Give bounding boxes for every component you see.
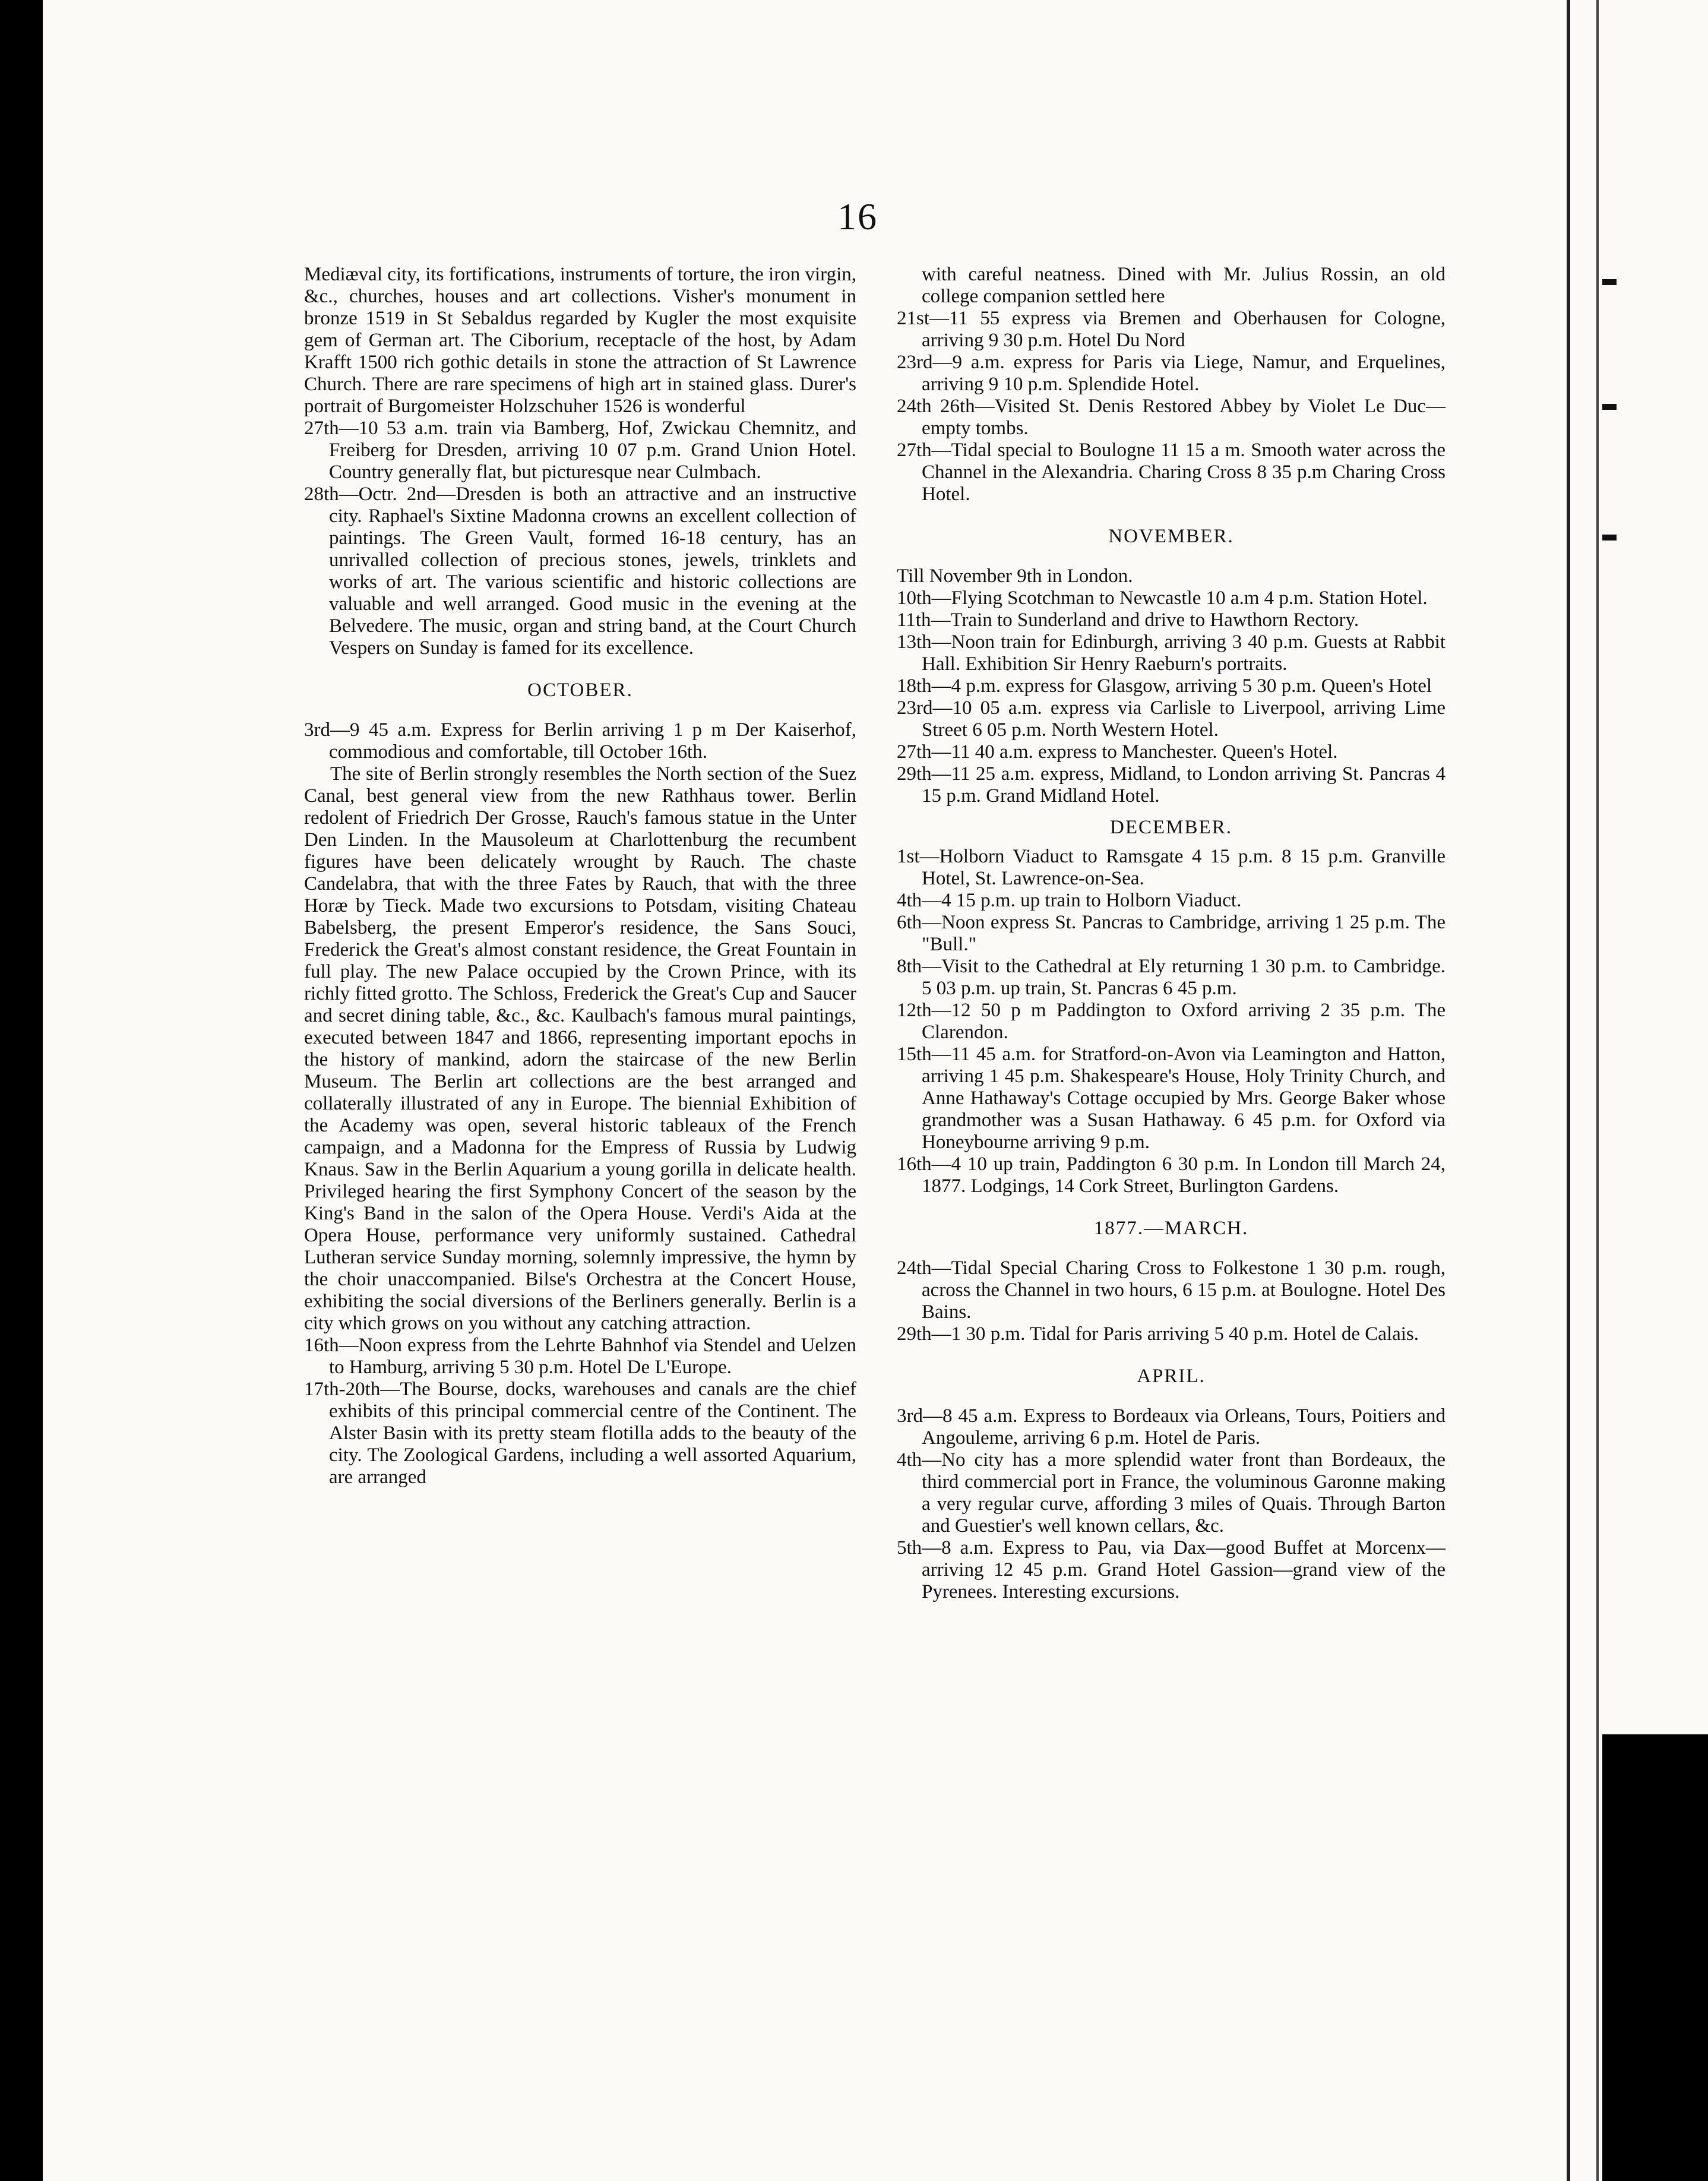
- diary-entry: 17th-20th—The Bourse, docks, warehouses and canals are the chief exhibits of this principal commercial centre of the Continent. The Alster Basin with its pretty steam flotilla adds to the beauty of the city. The Zoological Gardens, including a well assorted Aquarium, are arranged: [304, 1379, 856, 1488]
- edge-mark: [1602, 404, 1617, 410]
- document-page: [43, 0, 1561, 2181]
- diary-entry: 18th—4 p.m. express for Glasgow, arriving 5 30 p.m. Queen's Hotel: [897, 675, 1432, 697]
- berlin-paragraph: The site of Berlin strongly resembles the North section of the Suez Canal, best general view from the new Rathhaus tower. Berlin redolent of Friedrich Der Grosse, Rauch's famous statue in the Unter Den Linden. In the Mausoleum at Charlottenburg the recumbent figures have been delicately wrought by Rauch. The chaste Candelabra, that with the three Fates by Rauch, that with the three Horæ by Tieck. Made two excursions to Potsdam, visiting Chateau Babelsberg, the present Emperor's residence, the Sans Souci, Frederick the Great's almost constant residence, the Great Fountain in full play. The new Palace occupied by the Crown Prince, with its richly fitted grotto. The Schloss, Frederick the Great's Cup and Saucer and secret dining table, &c., &c. Kaulbach's famous mural paintings, executed between 1847 and 1866, representing important epochs in the history of mankind, adorn the staircase of the new Berlin Museum. The Berlin art collections are the best arranged and collaterally illustrated of any in Europe. The biennial Exhibition of the Academy was open, several historic tableaux of the French campaign, and a Madonna for the Empress of Russia by Ludwig Knaus. Saw in the Berlin Aquarium a young gorilla in delicate health. Privileged hearing the first Symphony Concert of the season by the King's Band in the salon of the Opera House. Verdi's Aida at the Opera House, performance very uniformly sustained. Cathedral Lutheran service Sunday morning, solemnly impressive, the hymn by the choir unaccompanied. Bilse's Orchestra at the Concert House, exhibiting the social diversions of the Berliners generally. Berlin is a city which grows on you without any catching attraction.: [304, 763, 856, 1334]
- diary-entry: 23rd—9 a.m. express for Paris via Liege, Namur, and Erquelines, arriving 9 10 p.m. Splendide Hotel.: [897, 352, 1446, 395]
- diary-entry: 11th—Train to Sunderland and drive to Hawthorn Rectory.: [897, 609, 1359, 631]
- diary-entry: 8th—Visit to the Cathedral at Ely returning 1 30 p.m. to Cambridge. 5 03 p.m. up train, St. Pancras 6 45 p.m.: [897, 956, 1446, 999]
- diary-entry: 24th 26th—Visited St. Denis Restored Abbey by Violet Le Duc—empty tombs.: [897, 396, 1446, 439]
- diary-entry: 16th—4 10 up train, Paddington 6 30 p.m. In London till March 24, 1877. Lodgings, 14 Cork Street, Burlington Gardens.: [897, 1153, 1446, 1197]
- diary-entry: 29th—11 25 a.m. express, Midland, to London arriving St. Pancras 4 15 p.m. Grand Midland Hotel.: [897, 763, 1446, 807]
- right-column: [897, 264, 1446, 1603]
- diary-entry: 10th—Flying Scotchman to Newcastle 10 a.m 4 p.m. Station Hotel.: [897, 587, 1428, 609]
- diary-entry: 1st—Holborn Viaduct to Ramsgate 4 15 p.m. 8 15 p.m. Granville Hotel, St. Lawrence-on-Sea.: [897, 846, 1446, 889]
- month-heading-november: NOVEMBER.: [1108, 526, 1234, 547]
- diary-entry: 4th—4 15 p.m. up train to Holborn Viaduct.: [897, 890, 1242, 911]
- scan-shadow: [1602, 1734, 1708, 2181]
- diary-entry: 21st—11 55 express via Bremen and Oberhausen for Cologne, arriving 9 30 p.m. Hotel Du Nord: [897, 308, 1446, 351]
- adjacent-page-edge: [1561, 0, 1708, 2181]
- month-heading-october: OCTOBER.: [527, 679, 633, 701]
- diary-entry: 28th—Octr. 2nd—Dresden is both an attractive and an instructive city. Raphael's Sixtine Madonna crowns an excellent collection of paintings. The Green Vault, formed 16-18 century, has an unrivalled collection of precious stones, jewels, trinklets and works of art. The various scientific and historic collections are valuable and well arranged. Good music in the evening at the Belvedere. The music, organ and string band, at the Court Church Vespers on Sunday is famed for its excellence.: [304, 483, 856, 659]
- diary-entry: 24th—Tidal Special Charing Cross to Folkestone 1 30 p.m. rough, across the Channel in two hours, 6 15 p.m. at Boulogne. Hotel Des Bains.: [897, 1257, 1446, 1323]
- diary-entry: 27th—Tidal special to Boulogne 11 15 a m. Smooth water across the Channel in the Alexandria. Charing Cross 8 35 p.m Charing Cross Hotel.: [897, 440, 1446, 505]
- edge-mark: [1602, 279, 1617, 285]
- month-heading-april: APRIL.: [1137, 1366, 1206, 1387]
- diary-entry: 23rd—10 05 a.m. express via Carlisle to Liverpool, arriving Lime Street 6 05 p.m. North Western Hotel.: [897, 697, 1446, 741]
- month-heading-march: 1877.—MARCH.: [1093, 1218, 1249, 1239]
- diary-entry: 3rd—9 45 a.m. Express for Berlin arriving 1 p m Der Kaiserhof, commodious and comfortable, till October 16th.: [304, 719, 856, 763]
- page-number: 16: [837, 195, 878, 238]
- edge-mark: [1602, 535, 1617, 540]
- diary-entry: 27th—10 53 a.m. train via Bamberg, Hof, Zwickau Chemnitz, and Freiberg for Dresden, arriving 10 07 p.m. Grand Union Hotel. Country generally flat, but picturesque near Culmbach.: [304, 418, 856, 483]
- diary-entry: 13th—Noon train for Edinburgh, arriving 3 40 p.m. Guests at Rabbit Hall. Exhibition Sir Henry Raeburn's portraits.: [897, 631, 1446, 675]
- diary-entry: Till November 9th in London.: [897, 565, 1133, 587]
- diary-entry: 6th—Noon express St. Pancras to Cambridge, arriving 1 25 p.m. The "Bull.": [897, 912, 1446, 955]
- diary-entry: 16th—Noon express from the Lehrte Bahnhof via Stendel and Uelzen to Hamburg, arriving 5 30 p.m. Hotel De L'Europe.: [304, 1335, 856, 1378]
- diary-entry: 15th—11 45 a.m. for Stratford-on-Avon via Leamington and Hatton, arriving 1 45 p.m. Shakespeare's House, Holy Trinity Church, and Anne Hathaway's Cottage occupied by Mrs. George Baker whose grandmother was a Susan Hathaway. 6 45 p.m. for Oxford via Honeybourne arriving 9 p.m.: [897, 1044, 1446, 1153]
- diary-entry: 5th—8 a.m. Express to Pau, via Dax—good Buffet at Morcenx—arriving 12 45 p.m. Grand Hotel Gassion—grand view of the Pyrenees. Interesting excursions.: [897, 1537, 1446, 1602]
- page-edge-rule: [1596, 0, 1599, 2181]
- continuation-paragraph: with careful neatness. Dined with Mr. Julius Rossin, an old college companion settled here: [922, 264, 1446, 307]
- diary-entry: 29th—1 30 p.m. Tidal for Paris arriving 5 40 p.m. Hotel de Calais.: [897, 1323, 1419, 1345]
- left-column: [304, 264, 856, 1488]
- diary-entry: 27th—11 40 a.m. express to Manchester. Queen's Hotel.: [897, 741, 1338, 763]
- page-edge-rule: [1567, 0, 1570, 2181]
- intro-paragraph: Mediæval city, its fortifications, instruments of torture, the iron virgin, &c., churches, houses and art collections. Visher's monument in bronze 1519 in St Sebaldus regarded by Kugler the most exquisite gem of German art. The Ciborium, receptacle of the host, by Adam Krafft 1500 rich gothic details in stone the attraction of St Lawrence Church. There are rare specimens of high art in stained glass. Durer's portrait of Burgomeister Holzschuher 1526 is wonderful: [304, 264, 856, 417]
- diary-entry: 3rd—8 45 a.m. Express to Bordeaux via Orleans, Tours, Poitiers and Angouleme, arriving 6 p.m. Hotel de Paris.: [897, 1405, 1446, 1449]
- diary-entry: 4th—No city has a more splendid water front than Bordeaux, the third commercial port in France, the voluminous Garonne making a very regular curve, affording 3 miles of Quais. Through Barton and Guestier's well known cellars, &c.: [897, 1449, 1446, 1537]
- month-heading-december: DECEMBER.: [1110, 817, 1232, 838]
- diary-entry: 12th—12 50 p m Paddington to Oxford arriving 2 35 p.m. The Clarendon.: [897, 1000, 1446, 1043]
